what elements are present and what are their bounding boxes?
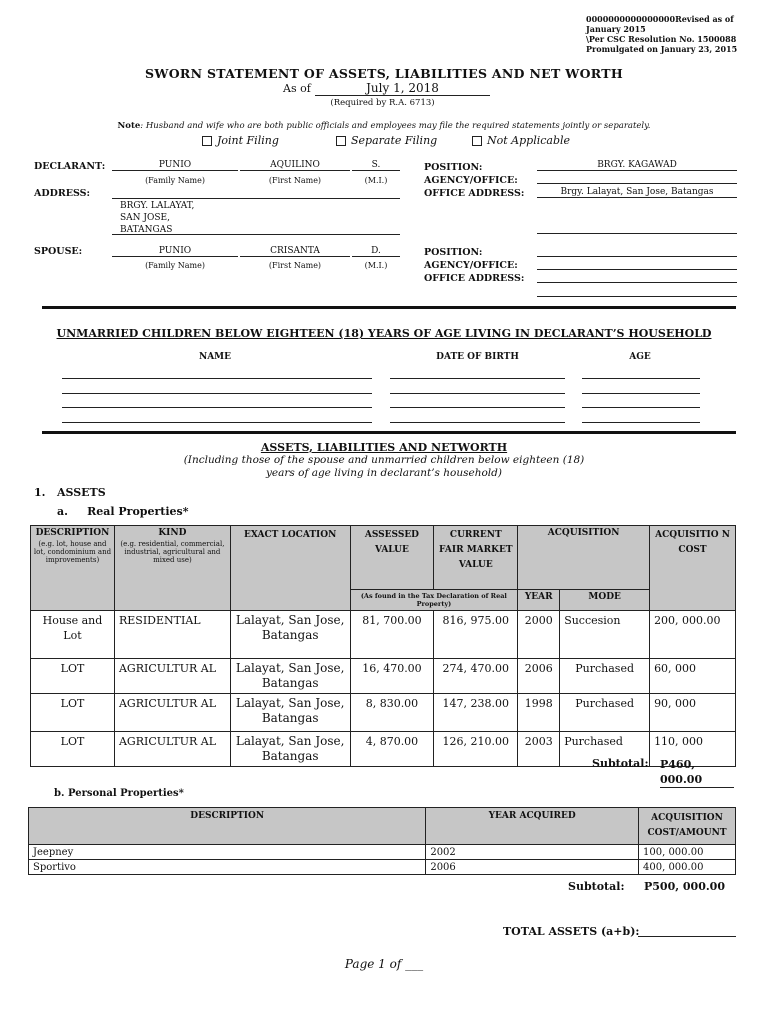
cell-cost: 60, 000: [650, 659, 736, 694]
spouse-office-labels: [424, 246, 524, 285]
cell-fmv: 147, 238.00: [434, 694, 518, 732]
declarant-label: DECLARANT:: [34, 161, 106, 172]
assets-label: 1. ASSETS: [34, 486, 106, 499]
address-line-1: BRGY. LALAYAT,: [120, 201, 195, 211]
not-applicable-option[interactable]: [472, 134, 570, 147]
declarant-first-name-caption: (First Name): [268, 176, 322, 185]
cell-kind: AGRICULTUR AL: [114, 732, 230, 767]
cell-year: 1998: [518, 694, 560, 732]
pp-cell-description: Jeepney: [29, 845, 426, 860]
cell-assessed: 16, 470.00: [350, 659, 434, 694]
spouse-family-name-caption: (Family Name): [145, 261, 205, 270]
col-kind-label: KIND: [158, 528, 187, 538]
col-acq-cost: ACQUISITIO N COST: [650, 526, 736, 611]
address-line-3: BATANGAS: [120, 225, 173, 235]
spouse-first-name: CRISANTA: [240, 246, 350, 257]
note-label: Note: [117, 121, 141, 131]
cell-cost: 200, 000.00: [650, 611, 736, 659]
col-kind: [114, 526, 230, 611]
agency-line: [537, 172, 737, 184]
separate-filing-checkbox[interactable]: [336, 136, 346, 146]
children-col-dob: DATE OF BIRTH: [436, 352, 519, 362]
child-name-line-3: [62, 397, 372, 408]
child-dob-line-3: [390, 397, 565, 408]
personal-subtotal-value: P500, 000.00: [644, 880, 725, 893]
revision-line-4: Promulgated on January 23, 2015: [586, 44, 738, 54]
not-applicable-checkbox[interactable]: [472, 136, 482, 146]
pp-cell-description: Sportivo: [29, 860, 426, 875]
pp-cell-year: 2006: [426, 860, 639, 875]
declarant-position: BRGY. KAGAWAD: [537, 160, 737, 171]
col-location: EXACT LOCATION: [230, 526, 350, 611]
cell-description: LOT: [31, 694, 115, 732]
office-address-line-2: [537, 222, 737, 234]
address-line-2: SAN JOSE,: [120, 213, 170, 223]
cell-description: House and Lot: [31, 611, 115, 659]
col-assessed: ASSESSED VALUE: [350, 526, 434, 590]
child-age-line-2: [582, 383, 700, 394]
pp-col-description: DESCRIPTION: [29, 808, 426, 845]
cell-mode: Purchased: [560, 659, 650, 694]
cell-location: Lalayat, San Jose, Batangas: [230, 659, 350, 694]
cell-location: Lalayat, San Jose, Batangas: [230, 694, 350, 732]
cell-year: 2003: [518, 732, 560, 767]
required-by: (Required by R.A. 6713): [330, 98, 435, 108]
table-row: [29, 845, 736, 860]
personal-properties-label: b. Personal Properties*: [54, 788, 184, 799]
table-row: [31, 611, 736, 659]
col-fair-market: CURRENT FAIR MARKET VALUE: [434, 526, 518, 590]
table-row: [31, 694, 736, 732]
section-divider-2: [42, 431, 736, 434]
page-title: SWORN STATEMENT OF ASSETS, LIABILITIES AND NET WORTH: [145, 66, 623, 81]
spouse-agency-label: AGENCY/OFFICE:: [424, 260, 518, 271]
cell-cost: 110, 000: [650, 732, 736, 767]
child-age-line-1: [582, 368, 700, 379]
table-row: [31, 659, 736, 694]
total-assets-label: TOTAL ASSETS (a+b):: [503, 925, 640, 938]
cell-year: 2006: [518, 659, 560, 694]
real-properties-label: a. Real Properties*: [57, 505, 189, 518]
real-properties-table: [30, 525, 736, 767]
col-description-label: DESCRIPTION: [35, 528, 110, 538]
cell-fmv: 816, 975.00: [434, 611, 518, 659]
declarant-family-name-caption: (Family Name): [145, 176, 205, 185]
note-text: : Husband and wife who are both public officials and employees may file the required statements jointly or separately.: [140, 121, 651, 131]
spouse-position-label: POSITION:: [424, 247, 483, 258]
spouse-office-address-line-2: [537, 285, 737, 297]
revision-line-1: 0000000000000000Revised as of: [586, 14, 734, 24]
as-of-date: July 1, 2018: [315, 81, 490, 96]
address-line-top: [112, 188, 400, 199]
total-assets-value: [638, 925, 736, 937]
cell-year: 2000: [518, 611, 560, 659]
cell-fmv: 274, 470.00: [434, 659, 518, 694]
separate-filing-label: Separate Filing: [351, 134, 438, 147]
spouse-agency-line: [537, 258, 737, 270]
children-col-name: NAME: [198, 352, 232, 362]
joint-filing-option[interactable]: [202, 134, 279, 147]
pp-col-year: YEAR ACQUIRED: [426, 808, 639, 845]
child-dob-line-1: [390, 368, 565, 379]
personal-subtotal-label: Subtotal:: [568, 880, 625, 893]
cell-description: LOT: [31, 732, 115, 767]
assets-heading: ASSETS, LIABILITIES AND NETWORTH: [260, 441, 508, 454]
separate-filing-option[interactable]: [336, 134, 437, 147]
personal-properties-table: [28, 807, 736, 875]
child-dob-line-4: [390, 412, 565, 423]
spouse-mi-caption: (M.I.): [364, 261, 388, 270]
table-row: [29, 860, 736, 875]
joint-filing-checkbox[interactable]: [202, 136, 212, 146]
child-name-line-4: [62, 412, 372, 423]
position-label: POSITION:: [424, 162, 483, 173]
section-divider: [42, 306, 736, 309]
child-dob-line-2: [390, 383, 565, 394]
cell-kind: AGRICULTUR AL: [114, 659, 230, 694]
child-name-line-2: [62, 383, 372, 394]
address-label: ADDRESS:: [34, 188, 91, 199]
real-subtotal-value: P460, 000.00: [660, 757, 734, 788]
cell-kind: RESIDENTIAL: [114, 611, 230, 659]
pp-cell-cost: 100, 000.00: [639, 845, 736, 860]
revision-line-2: January 2015: [586, 24, 646, 34]
col-acquisition: ACQUISITION: [518, 526, 650, 590]
col-value-note: (As found in the Tax Declaration of Real Property): [350, 590, 518, 611]
child-age-line-3: [582, 397, 700, 408]
cell-mode: Purchased: [560, 694, 650, 732]
cell-location: Lalayat, San Jose, Batangas: [230, 611, 350, 659]
declarant-mi: S.: [352, 160, 400, 171]
spouse-office-address-line-1: [537, 271, 737, 283]
declarant-mi-caption: (M.I.): [364, 176, 388, 185]
cell-assessed: 8, 830.00: [350, 694, 434, 732]
assets-subheading-1: (Including those of the spouse and unmarried children below eighteen (18): [183, 454, 585, 466]
page-number: Page 1 of ___: [344, 957, 424, 971]
pp-col-cost: ACQUISITION COST/AMOUNT: [639, 808, 736, 845]
pp-cell-cost: 400, 000.00: [639, 860, 736, 875]
col-kind-sub: (e.g. residential, commercial, industrial, agricultural and mixed use): [120, 540, 225, 564]
cell-mode: Succesion: [560, 611, 650, 659]
cell-description: LOT: [31, 659, 115, 694]
col-description-sub: (e.g. lot, house and lot, condominium and improvements): [33, 540, 112, 564]
agency-label: AGENCY/OFFICE:: [424, 175, 518, 186]
spouse-label: SPOUSE:: [34, 246, 83, 257]
child-name-line-1: [62, 368, 372, 379]
spouse-position-line: [537, 245, 737, 257]
declarant-office-labels: [424, 161, 524, 200]
address-line-bottom: [112, 224, 400, 235]
cell-mode: Purchased: [560, 732, 650, 767]
declarant-first-name: AQUILINO: [240, 160, 350, 171]
children-heading: UNMARRIED CHILDREN BELOW EIGHTEEN (18) YEARS OF AGE LIVING IN DECLARANT’S HOUSEHOLD: [56, 327, 712, 340]
pp-cell-year: 2002: [426, 845, 639, 860]
cell-assessed: 4, 870.00: [350, 732, 434, 767]
col-description: [31, 526, 115, 611]
cell-kind: AGRICULTUR AL: [114, 694, 230, 732]
spouse-office-address-label: OFFICE ADDRESS:: [424, 273, 525, 284]
declarant-office-address: Brgy. Lalayat, San Jose, Batangas: [537, 187, 737, 198]
revision-line-3: \Per CSC Resolution No. 1500088: [586, 34, 737, 44]
spouse-first-name-caption: (First Name): [268, 261, 322, 270]
assets-subheading-2: years of age living in declarant’s household): [266, 467, 502, 479]
spouse-mi: D.: [352, 246, 400, 257]
cell-cost: 90, 000: [650, 694, 736, 732]
children-col-age: AGE: [629, 352, 651, 362]
col-mode: MODE: [560, 590, 650, 611]
revision-note: [586, 14, 756, 54]
cell-location: Lalayat, San Jose, Batangas: [230, 732, 350, 767]
cell-fmv: 126, 210.00: [434, 732, 518, 767]
spouse-family-name: PUNIO: [112, 246, 238, 257]
not-applicable-label: Not Applicable: [487, 134, 571, 147]
note: [0, 121, 768, 131]
joint-filing-label: Joint Filing: [217, 134, 279, 147]
declarant-family-name: PUNIO: [112, 160, 238, 171]
cell-assessed: 81, 700.00: [350, 611, 434, 659]
real-subtotal-label: Subtotal:: [592, 757, 649, 770]
as-of-label: As of: [283, 82, 311, 95]
col-year: YEAR: [518, 590, 560, 611]
office-address-label: OFFICE ADDRESS:: [424, 188, 525, 199]
child-age-line-4: [582, 412, 700, 423]
